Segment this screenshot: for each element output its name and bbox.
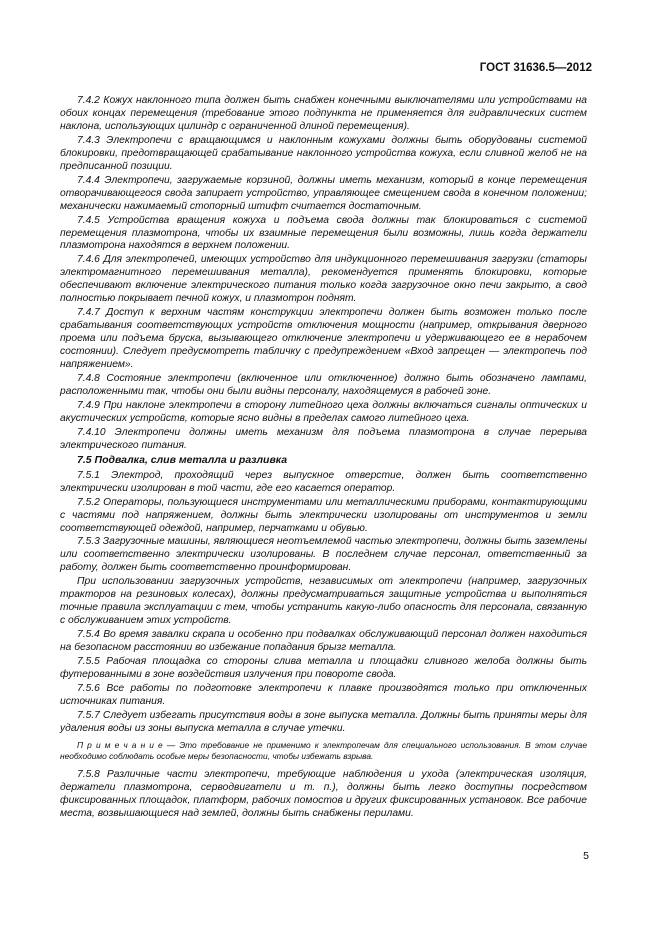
paragraph-7-4-4: 7.4.4 Электропечи, загружаемые корзиной, должны иметь механизм, который в конце перемещения отворачивающегося свода запирает устройство, управляющее смещением свода в конечном положении; механически нажимаемый стопорный штифт считается достаточным.	[60, 174, 587, 212]
paragraph-7-5-8: 7.5.8 Различные части электропечи, требующие наблюдения и ухода (электрическая изоляция, держатели плазмотрона, серводвигатели и т. п.), должны быть легко доступны посредством фиксированных площадок, платформ, рабочих помостов и других фиксированных установок. Все рабочие места, возвышающиеся над землей, должны быть снабжены перилами.	[60, 768, 587, 819]
paragraph-7-4-2: 7.4.2 Кожух наклонного типа должен быть снабжен конечными выключателями или устройствами на обоих концах перемещения (требование этого подпункта не применяется для гидравлических систем наклона, использующих цилиндр с ограниченной длиной перемещения).	[60, 95, 587, 132]
paragraph-7-4-3: 7.4.3 Электропечи с вращающимся и наклонным кожухами должны быть оборудованы системой блокировки, предотвращающей срабатывание наклонного устройства кожуха, если сливной желоб не на предписанной позиции.	[60, 134, 587, 172]
document-body	[60, 95, 587, 822]
document-id-header: ГОСТ 31636.5—2012	[479, 62, 592, 74]
paragraph-7-5-5: 7.5.5 Рабочая площадка со стороны слива металла и площадки сливного желоба должны быть футерованными в зоне воздействия излучения при повороте свода.	[60, 656, 587, 680]
paragraph-7-5-3-cont: При использовании загрузочных устройств, независимых от электропечи (например, загрузочных тракторов на резиновых колесах), должны предусматриваться защитные устройства и выполняться точные правила эксплуатации с тем, чтобы устранить какую-либо опасность для персонала, связанную с обслуживанием этих устройств.	[60, 576, 587, 627]
paragraph-7-4-6: 7.4.6 Для электропечей, имеющих устройство для индукционного перемешивания загрузки (статоры электромагнитного перемешивания металла), рекомендуется применять блокировки, которые обеспечивают включение электрического питания только когда загрузочное окно печи закрыто, а свод полностью покрывает печной кожух, и плазмотрон поднят.	[60, 254, 587, 305]
paragraph-7-5-7: 7.5.7 Следует избегать присутствия воды в зоне выпуска металла. Должны быть приняты меры для удаления воды из зоны выпуска металла в случае утечки.	[60, 709, 587, 734]
paragraph-7-5-3: 7.5.3 Загрузочные машины, являющиеся неотъемлемой частью электропечи, должны быть заземлены или соответственно электрически изолированы. В последнем случае персонал, ответственный за работу, должен быть соответственно проинформирован.	[60, 536, 587, 574]
paragraph-7-5-6: 7.5.6 Все работы по подготовке электропечи к плавке производятся только при отключенных источниках питания.	[60, 682, 587, 707]
paragraph-7-4-7: 7.4.7 Доступ к верхним частям конструкции электропечи должен быть возможен только после срабатывания соответствующих устройств отключения мощности (например, открывания дверного проема или подъема бруска, вызывающего отключение электропечи и удерживающего ее в нерабочем состоянии). Следует предусмотреть табличку с предупреждением «Вход запрещен — электропечь под напряжением».	[60, 307, 587, 371]
paragraph-7-4-10: 7.4.10 Электропечи должны иметь механизм для подъема плазмотрона в случае перерыва электрического питания.	[60, 426, 587, 451]
page-number: 5	[583, 850, 589, 862]
section-heading-7-5: 7.5 Подвалка, слив металла и разливка	[77, 453, 288, 466]
paragraph-7-4-8: 7.4.8 Состояние электропечи (включенное или отключенное) должно быть обозначено лампами, расположенными так, чтобы они были видны персоналу, находящемуся в рабочей зоне.	[60, 373, 587, 397]
paragraph-7-4-9: 7.4.9 При наклоне электропечи в сторону литейного цеха должны включаться сигналы оптических и акустических устройств, которые ясно видны в пределах самого литейного цеха.	[60, 399, 587, 424]
paragraph-7-5-2: 7.5.2 Операторы, пользующиеся инструментами или металлическими приборами, контактирующими с частями под напряжением, должны быть электрически изолированы от инструментов и земли соответствующей одеждой, например, перчатками и обувью.	[60, 496, 587, 534]
note: П р и м е ч а н и е — Это требование не применимо к электропечам для специального использования. В этом случае необходимо соблюдать особые меры безопасности, чтобы избежать взрыва.	[60, 739, 587, 762]
paragraph-7-5-4: 7.5.4 Во время завалки скрапа и особенно при подвалках обслуживающий персонал должен находиться на безопасном расстоянии во избежание попадания брызг металла.	[60, 629, 587, 654]
paragraph-7-4-5: 7.4.5 Устройства вращения кожуха и подъема свода должны так блокироваться с системой перемещения плазмотрона, чтобы их взаимные перемещения были возможны, лишь когда держатели плазмотрона находятся в верхнем положении.	[60, 214, 587, 252]
paragraph-7-5-1: 7.5.1 Электрод, проходящий через выпускное отверстие, должен быть соответственно электрически изолирован в той части, где его касается оператор.	[60, 469, 587, 494]
